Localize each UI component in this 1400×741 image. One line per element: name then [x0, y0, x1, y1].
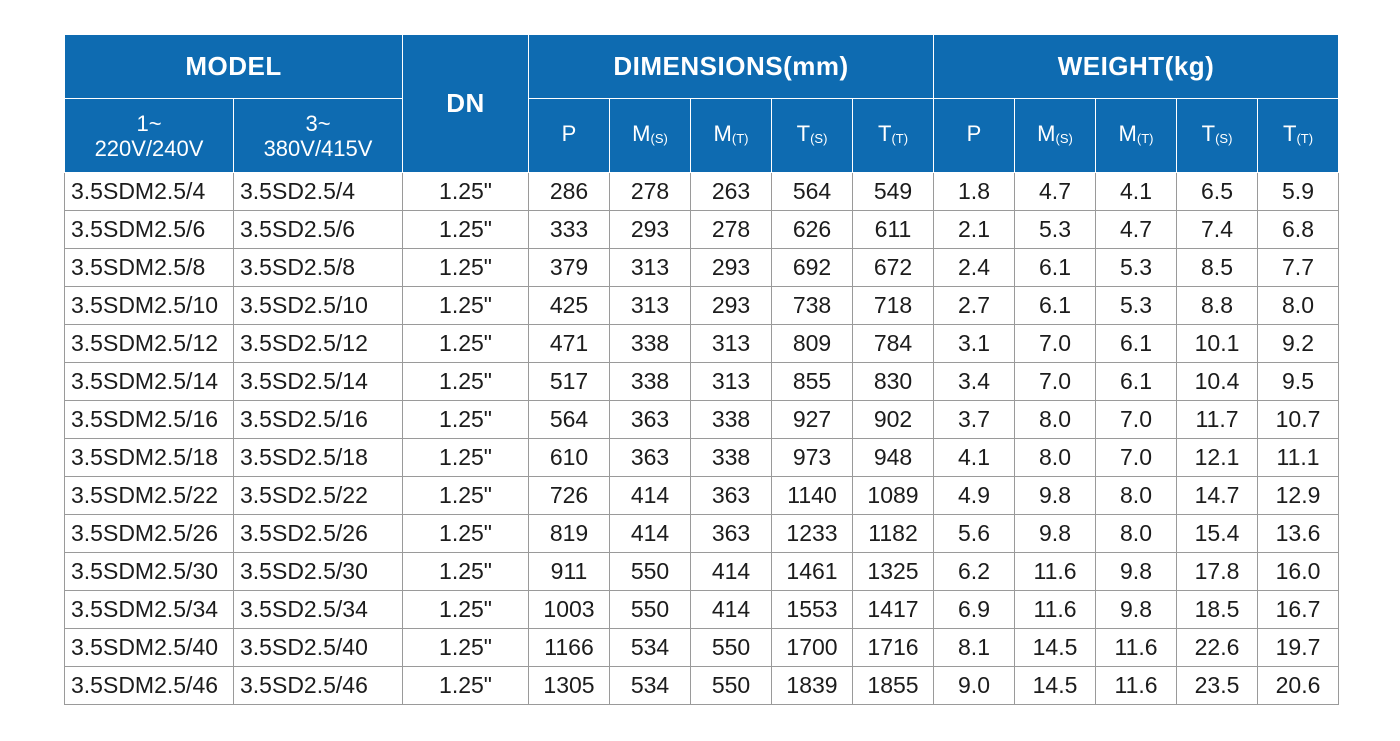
weight-mt-cell: 7.0: [1096, 401, 1177, 439]
weight-ms-cell: 14.5: [1015, 667, 1096, 705]
model-single-phase-cell: 3.5SDM2.5/8: [65, 249, 234, 287]
model-single-phase-cell: 3.5SDM2.5/34: [65, 591, 234, 629]
model-single-phase-cell: 3.5SDM2.5/18: [65, 439, 234, 477]
dim-ts-cell: 1839: [772, 667, 853, 705]
dim-ts-cell: 855: [772, 363, 853, 401]
dim-p-cell: 286: [529, 173, 610, 211]
weight-tt-cell: 13.6: [1258, 515, 1339, 553]
model-single-phase-cell: 3.5SDM2.5/10: [65, 287, 234, 325]
weight-tt-cell: 10.7: [1258, 401, 1339, 439]
dim-p-cell: 911: [529, 553, 610, 591]
dim-p-cell: 333: [529, 211, 610, 249]
dim-tt-cell: 549: [853, 173, 934, 211]
weight-ts-cell: 23.5: [1177, 667, 1258, 705]
table-row: [65, 325, 1339, 363]
table-row: [65, 667, 1339, 705]
dn-cell: 1.25": [403, 629, 529, 667]
table-row: [65, 363, 1339, 401]
dim-p-cell: 564: [529, 401, 610, 439]
dim-tt-cell: 1325: [853, 553, 934, 591]
dim-ts-cell: 1553: [772, 591, 853, 629]
weight-p-cell: 3.7: [934, 401, 1015, 439]
dim-mt-header: M(T): [691, 99, 772, 173]
dim-mt-cell: 338: [691, 401, 772, 439]
weight-ms-cell: 5.3: [1015, 211, 1096, 249]
header-row-top: [65, 35, 1339, 99]
dim-p-cell: 425: [529, 287, 610, 325]
dim-tt-cell: 672: [853, 249, 934, 287]
dim-ts-cell: 927: [772, 401, 853, 439]
dim-mt-cell: 338: [691, 439, 772, 477]
dim-ms-cell: 534: [610, 629, 691, 667]
dim-tt-cell: 1855: [853, 667, 934, 705]
weight-ms-cell: 8.0: [1015, 439, 1096, 477]
dim-p-cell: 379: [529, 249, 610, 287]
weight-mt-cell: 8.0: [1096, 477, 1177, 515]
dim-ms-cell: 414: [610, 515, 691, 553]
model-single-phase-cell: 3.5SDM2.5/46: [65, 667, 234, 705]
model-three-phase-cell: 3.5SD2.5/40: [234, 629, 403, 667]
dim-tt-cell: 1089: [853, 477, 934, 515]
dn-cell: 1.25": [403, 515, 529, 553]
model-three-phase-cell: 3.5SD2.5/46: [234, 667, 403, 705]
weight-ts-cell: 10.4: [1177, 363, 1258, 401]
weight-ts-cell: 17.8: [1177, 553, 1258, 591]
dim-tt-cell: 718: [853, 287, 934, 325]
dim-tt-cell: 1417: [853, 591, 934, 629]
dn-cell: 1.25": [403, 173, 529, 211]
dim-p-cell: 726: [529, 477, 610, 515]
weight-p-cell: 5.6: [934, 515, 1015, 553]
weight-ms-cell: 6.1: [1015, 249, 1096, 287]
weight-mt-cell: 4.1: [1096, 173, 1177, 211]
single-phase-header: [65, 99, 234, 173]
weight-tt-cell: 16.7: [1258, 591, 1339, 629]
dn-cell: 1.25": [403, 553, 529, 591]
model-three-phase-cell: 3.5SD2.5/12: [234, 325, 403, 363]
table-header: [65, 35, 1339, 173]
dim-p-cell: 819: [529, 515, 610, 553]
weight-ts-cell: 11.7: [1177, 401, 1258, 439]
weight-p-cell: 4.1: [934, 439, 1015, 477]
dim-p-header: P: [529, 99, 610, 173]
weight-mt-cell: 11.6: [1096, 667, 1177, 705]
dim-tt-cell: 830: [853, 363, 934, 401]
weight-ts-cell: 6.5: [1177, 173, 1258, 211]
weight-mt-cell: 11.6: [1096, 629, 1177, 667]
weight-tt-cell: 16.0: [1258, 553, 1339, 591]
dim-ms-cell: 534: [610, 667, 691, 705]
dim-mt-cell: 313: [691, 325, 772, 363]
dim-ts-cell: 809: [772, 325, 853, 363]
dim-tt-cell: 902: [853, 401, 934, 439]
weight-p-cell: 2.4: [934, 249, 1015, 287]
weight-mt-cell: 9.8: [1096, 591, 1177, 629]
weight-ms-cell: 11.6: [1015, 553, 1096, 591]
dn-cell: 1.25": [403, 249, 529, 287]
dim-p-cell: 471: [529, 325, 610, 363]
dim-ts-cell: 738: [772, 287, 853, 325]
dim-mt-cell: 363: [691, 515, 772, 553]
weight-ms-cell: 7.0: [1015, 325, 1096, 363]
dn-cell: 1.25": [403, 363, 529, 401]
table-row: [65, 249, 1339, 287]
weight-mt-cell: 5.3: [1096, 287, 1177, 325]
weight-p-cell: 6.9: [934, 591, 1015, 629]
dn-cell: 1.25": [403, 287, 529, 325]
dim-mt-cell: 313: [691, 363, 772, 401]
weight-header: WEIGHT(kg): [934, 35, 1339, 99]
model-three-phase-cell: 3.5SD2.5/8: [234, 249, 403, 287]
model-single-phase-cell: 3.5SDM2.5/12: [65, 325, 234, 363]
weight-ms-header: M(S): [1015, 99, 1096, 173]
weight-p-cell: 4.9: [934, 477, 1015, 515]
dim-ms-cell: 550: [610, 591, 691, 629]
weight-ms-cell: 11.6: [1015, 591, 1096, 629]
model-three-phase-cell: 3.5SD2.5/22: [234, 477, 403, 515]
model-three-phase-cell: 3.5SD2.5/16: [234, 401, 403, 439]
model-three-phase-cell: 3.5SD2.5/14: [234, 363, 403, 401]
weight-p-cell: 8.1: [934, 629, 1015, 667]
weight-ts-cell: 12.1: [1177, 439, 1258, 477]
weight-p-cell: 2.7: [934, 287, 1015, 325]
dim-p-cell: 1305: [529, 667, 610, 705]
dim-ts-cell: 564: [772, 173, 853, 211]
dim-p-cell: 610: [529, 439, 610, 477]
dim-ms-cell: 550: [610, 553, 691, 591]
model-three-phase-cell: 3.5SD2.5/30: [234, 553, 403, 591]
dim-p-cell: 1003: [529, 591, 610, 629]
dim-ts-cell: 626: [772, 211, 853, 249]
weight-ts-cell: 14.7: [1177, 477, 1258, 515]
weight-ms-cell: 6.1: [1015, 287, 1096, 325]
weight-p-cell: 6.2: [934, 553, 1015, 591]
dim-ts-cell: 1233: [772, 515, 853, 553]
dn-cell: 1.25": [403, 439, 529, 477]
weight-ts-cell: 22.6: [1177, 629, 1258, 667]
weight-p-cell: 2.1: [934, 211, 1015, 249]
model-single-phase-cell: 3.5SDM2.5/22: [65, 477, 234, 515]
dim-tt-cell: 1182: [853, 515, 934, 553]
model-single-phase-cell: 3.5SDM2.5/6: [65, 211, 234, 249]
dn-cell: 1.25": [403, 477, 529, 515]
weight-ts-cell: 10.1: [1177, 325, 1258, 363]
dim-tt-cell: 784: [853, 325, 934, 363]
table-row: [65, 515, 1339, 553]
dim-mt-cell: 550: [691, 629, 772, 667]
weight-ts-header: T(S): [1177, 99, 1258, 173]
table-row: [65, 591, 1339, 629]
model-single-phase-cell: 3.5SDM2.5/26: [65, 515, 234, 553]
model-three-phase-cell: 3.5SD2.5/10: [234, 287, 403, 325]
weight-ts-cell: 8.8: [1177, 287, 1258, 325]
weight-ms-cell: 14.5: [1015, 629, 1096, 667]
table-row: [65, 287, 1339, 325]
weight-tt-cell: 9.5: [1258, 363, 1339, 401]
weight-mt-cell: 4.7: [1096, 211, 1177, 249]
model-three-phase-cell: 3.5SD2.5/4: [234, 173, 403, 211]
weight-mt-header: M(T): [1096, 99, 1177, 173]
single-phase-voltage: 220V/240V: [94, 135, 204, 161]
weight-p-cell: 9.0: [934, 667, 1015, 705]
weight-tt-cell: 20.6: [1258, 667, 1339, 705]
dim-ms-cell: 363: [610, 439, 691, 477]
three-phase-header: [234, 99, 403, 173]
weight-mt-cell: 9.8: [1096, 553, 1177, 591]
dim-ms-header: M(S): [610, 99, 691, 173]
weight-mt-cell: 6.1: [1096, 363, 1177, 401]
pump-spec-table: [64, 34, 1339, 705]
weight-tt-cell: 19.7: [1258, 629, 1339, 667]
dim-ms-cell: 313: [610, 287, 691, 325]
model-single-phase-cell: 3.5SDM2.5/30: [65, 553, 234, 591]
dim-ts-cell: 1461: [772, 553, 853, 591]
model-three-phase-cell: 3.5SD2.5/18: [234, 439, 403, 477]
dim-tt-header: T(T): [853, 99, 934, 173]
dim-ts-cell: 973: [772, 439, 853, 477]
model-single-phase-cell: 3.5SDM2.5/14: [65, 363, 234, 401]
weight-tt-cell: 9.2: [1258, 325, 1339, 363]
table-row: [65, 173, 1339, 211]
dim-mt-cell: 414: [691, 553, 772, 591]
dim-ts-header: T(S): [772, 99, 853, 173]
dim-ts-cell: 692: [772, 249, 853, 287]
dim-tt-cell: 1716: [853, 629, 934, 667]
dim-ms-cell: 363: [610, 401, 691, 439]
table-row: [65, 211, 1339, 249]
dim-mt-cell: 293: [691, 287, 772, 325]
dim-ms-cell: 293: [610, 211, 691, 249]
weight-ts-cell: 8.5: [1177, 249, 1258, 287]
weight-tt-cell: 6.8: [1258, 211, 1339, 249]
weight-p-cell: 1.8: [934, 173, 1015, 211]
dn-cell: 1.25": [403, 211, 529, 249]
weight-ts-cell: 15.4: [1177, 515, 1258, 553]
dim-mt-cell: 414: [691, 591, 772, 629]
dim-mt-cell: 550: [691, 667, 772, 705]
three-phase-label: 3~: [305, 110, 331, 136]
dn-cell: 1.25": [403, 401, 529, 439]
dimensions-header: DIMENSIONS(mm): [529, 35, 934, 99]
weight-tt-cell: 8.0: [1258, 287, 1339, 325]
model-single-phase-cell: 3.5SDM2.5/40: [65, 629, 234, 667]
dim-ms-cell: 278: [610, 173, 691, 211]
model-header: MODEL: [65, 35, 403, 99]
dn-cell: 1.25": [403, 667, 529, 705]
dn-cell: 1.25": [403, 325, 529, 363]
weight-tt-cell: 11.1: [1258, 439, 1339, 477]
dim-mt-cell: 293: [691, 249, 772, 287]
weight-mt-cell: 5.3: [1096, 249, 1177, 287]
weight-mt-cell: 8.0: [1096, 515, 1177, 553]
weight-ts-cell: 18.5: [1177, 591, 1258, 629]
weight-p-cell: 3.4: [934, 363, 1015, 401]
weight-ms-cell: 8.0: [1015, 401, 1096, 439]
model-three-phase-cell: 3.5SD2.5/34: [234, 591, 403, 629]
dim-mt-cell: 278: [691, 211, 772, 249]
weight-ms-cell: 7.0: [1015, 363, 1096, 401]
model-three-phase-cell: 3.5SD2.5/6: [234, 211, 403, 249]
table-row: [65, 401, 1339, 439]
dim-tt-cell: 611: [853, 211, 934, 249]
dim-ms-cell: 338: [610, 363, 691, 401]
weight-tt-cell: 5.9: [1258, 173, 1339, 211]
dim-p-cell: 517: [529, 363, 610, 401]
weight-p-cell: 3.1: [934, 325, 1015, 363]
table-row: [65, 553, 1339, 591]
dim-tt-cell: 948: [853, 439, 934, 477]
dim-ms-cell: 313: [610, 249, 691, 287]
dim-ms-cell: 338: [610, 325, 691, 363]
weight-tt-cell: 7.7: [1258, 249, 1339, 287]
weight-ms-cell: 9.8: [1015, 515, 1096, 553]
three-phase-voltage: 380V/415V: [263, 135, 373, 161]
weight-ms-cell: 9.8: [1015, 477, 1096, 515]
dim-ts-cell: 1700: [772, 629, 853, 667]
dim-p-cell: 1166: [529, 629, 610, 667]
model-three-phase-cell: 3.5SD2.5/26: [234, 515, 403, 553]
dim-mt-cell: 363: [691, 477, 772, 515]
weight-mt-cell: 7.0: [1096, 439, 1177, 477]
weight-ts-cell: 7.4: [1177, 211, 1258, 249]
table-row: [65, 439, 1339, 477]
dim-ms-cell: 414: [610, 477, 691, 515]
weight-p-header: P: [934, 99, 1015, 173]
single-phase-label: 1~: [136, 110, 162, 136]
weight-ms-cell: 4.7: [1015, 173, 1096, 211]
model-single-phase-cell: 3.5SDM2.5/4: [65, 173, 234, 211]
table-row: [65, 477, 1339, 515]
model-single-phase-cell: 3.5SDM2.5/16: [65, 401, 234, 439]
dim-mt-cell: 263: [691, 173, 772, 211]
dim-ts-cell: 1140: [772, 477, 853, 515]
dn-header: DN: [403, 35, 529, 173]
table-body: [65, 173, 1339, 705]
weight-mt-cell: 6.1: [1096, 325, 1177, 363]
table-row: [65, 629, 1339, 667]
header-row-sub: [65, 99, 1339, 173]
weight-tt-header: T(T): [1258, 99, 1339, 173]
weight-tt-cell: 12.9: [1258, 477, 1339, 515]
dn-cell: 1.25": [403, 591, 529, 629]
